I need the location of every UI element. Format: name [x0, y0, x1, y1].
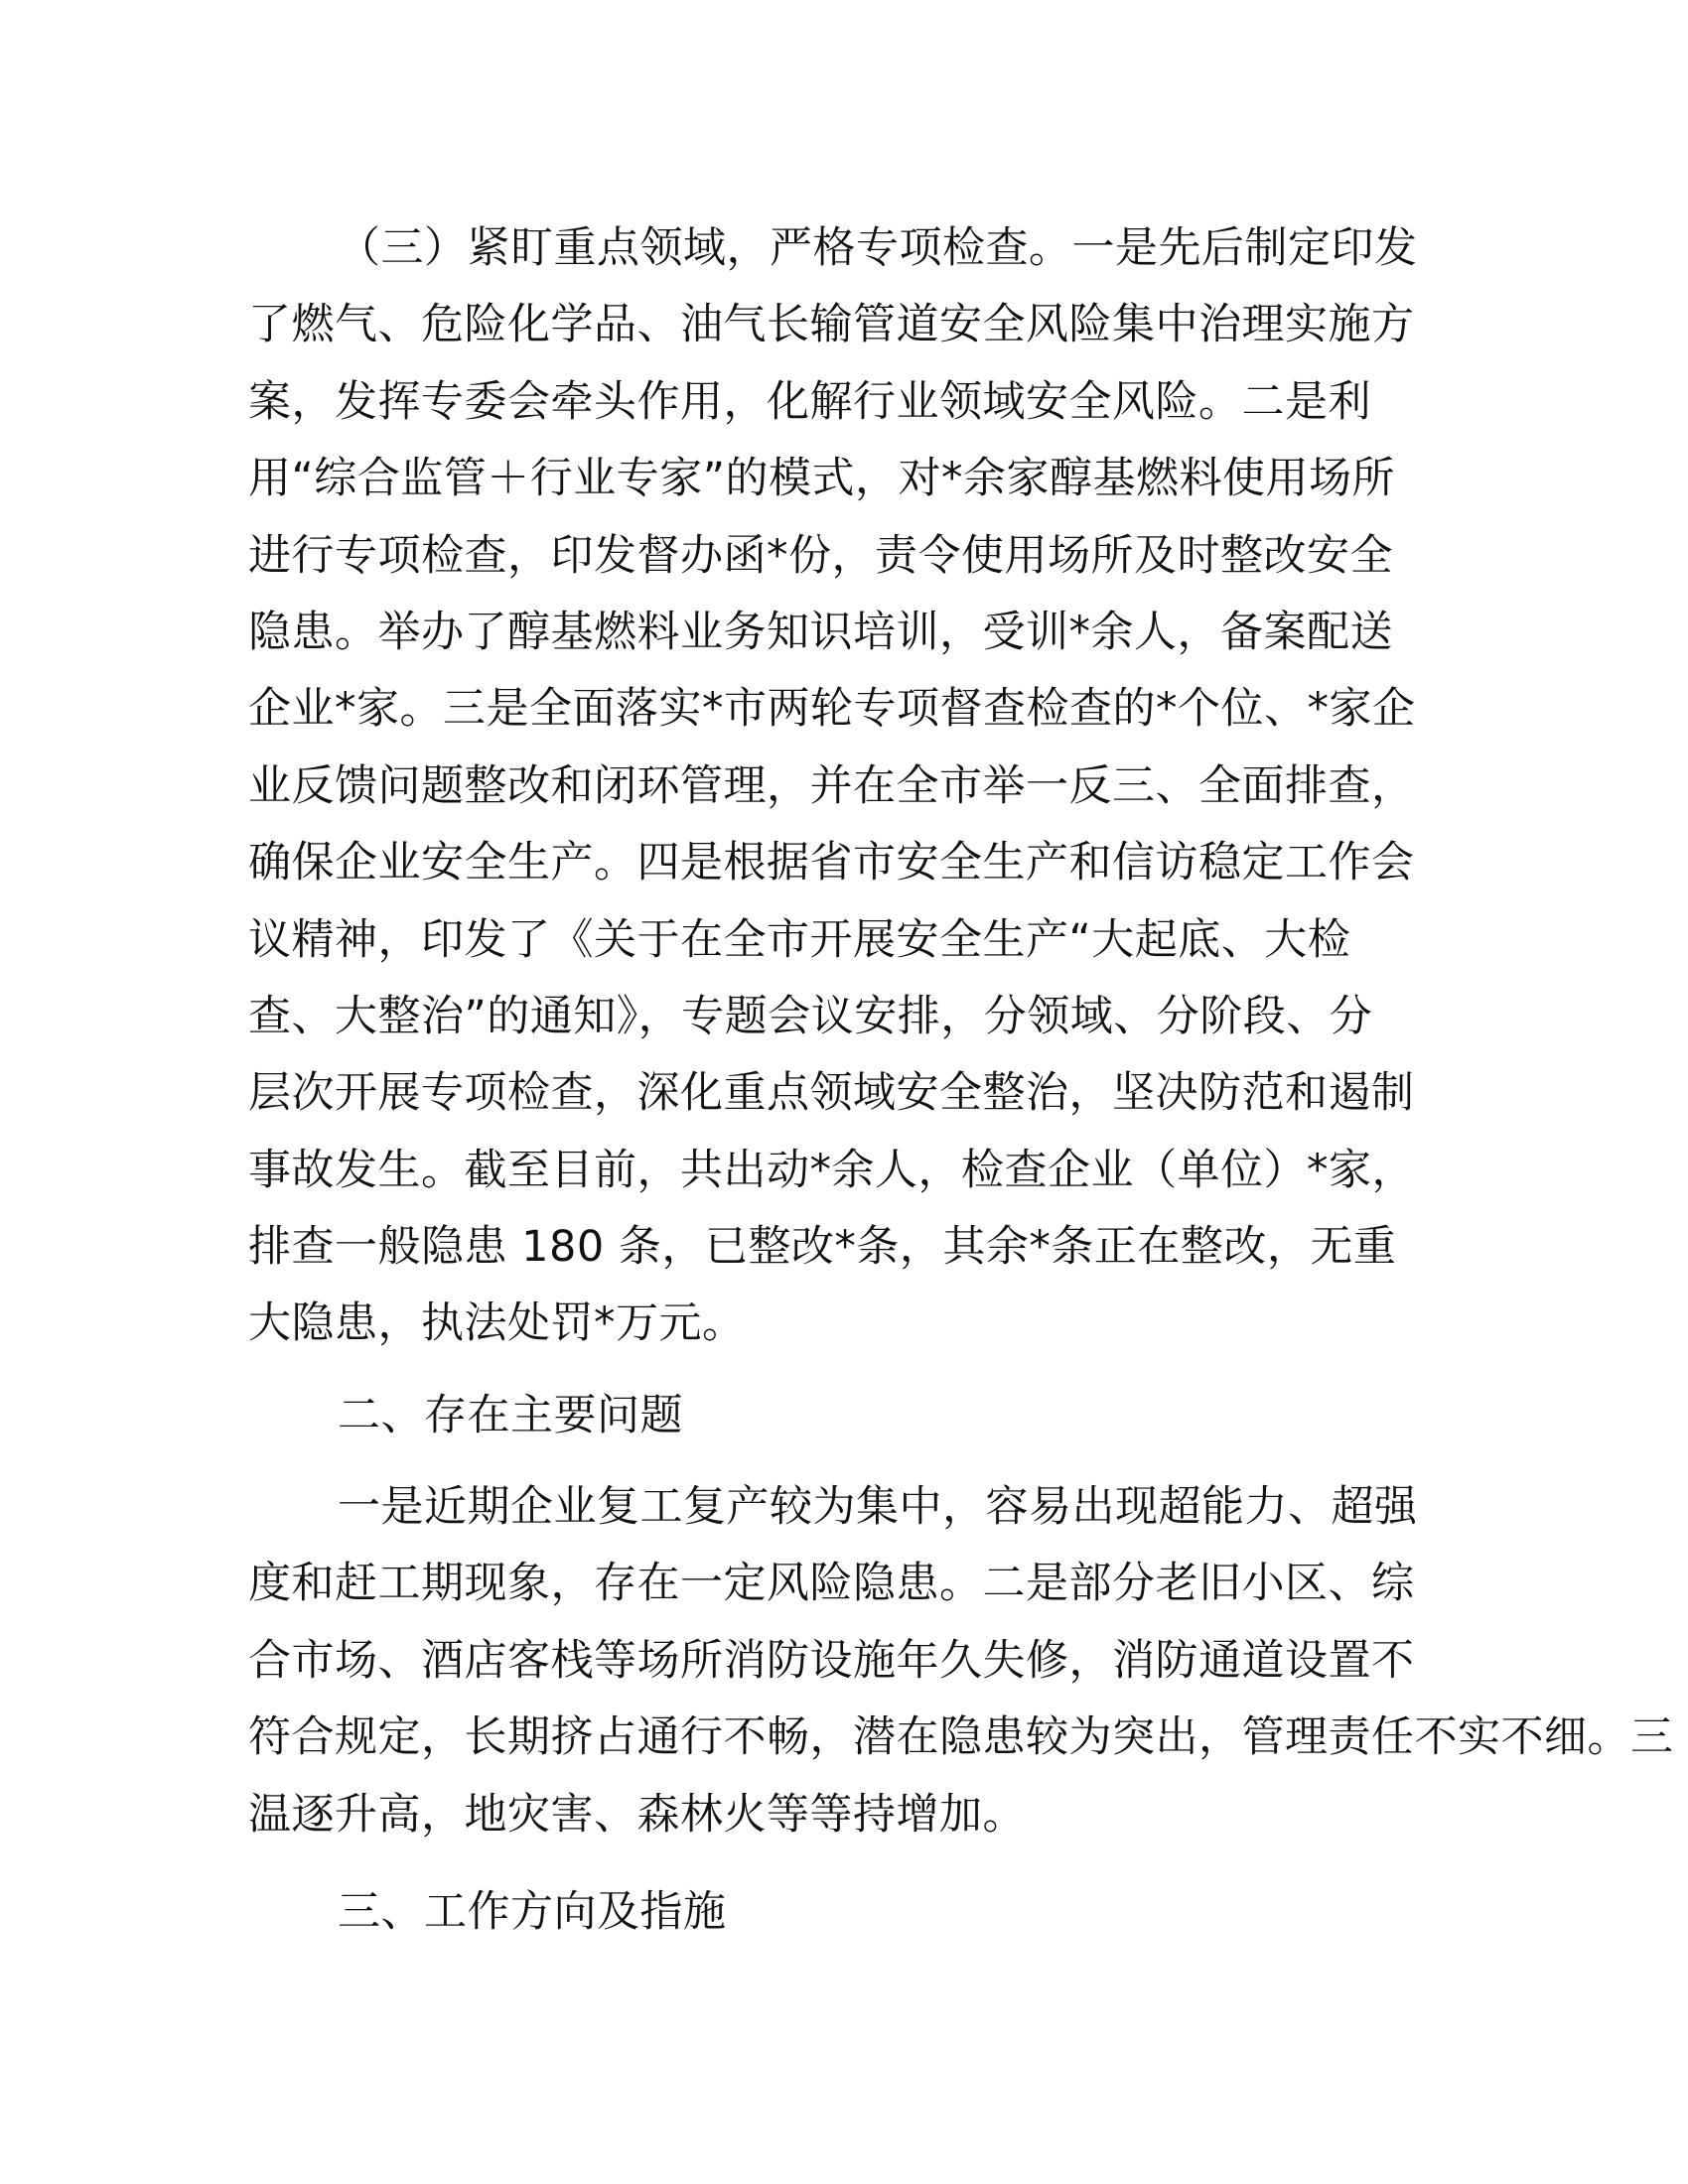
problems-paragraph — [248, 1469, 1674, 1853]
paragraph-line: 企业*家。三是全面落实*市两轮专项督查检查的*个位、*家企 — [248, 684, 1416, 735]
paragraph-line: 隐患。举办了醇基燃料业务知识培训，受训*余人，备案配送 — [248, 607, 1393, 657]
paragraph-line: 合市场、酒店客栈等场所消防设施年久失修，消防通道设置不 — [248, 1635, 1415, 1686]
paragraph-line: 事故发生。截至目前，共出动*余人，检查企业（单位）*家， — [248, 1145, 1415, 1195]
paragraph-line: 了燃气、危险化学品、油气长输管道安全风险集中治理实施方 — [248, 300, 1415, 350]
paragraph-line: 排查一般隐患 180 条，已整改*条，其余*条正在整改，无重 — [248, 1222, 1397, 1273]
paragraph-line: （三）紧盯重点领域，严格专项检查。一是先后制定印发 — [338, 223, 1418, 273]
paragraph-line: 大隐患，执法处罚*万元。 — [248, 1298, 746, 1349]
paragraph-line: 业反馈问题整改和闭环管理，并在全市举一反三、全面排查， — [248, 760, 1415, 811]
section-three-paragraph — [248, 210, 1418, 1363]
paragraph-line: 层次开展专项检查，深化重点领域安全整治，坚决防范和遏制 — [248, 1068, 1415, 1119]
paragraph-line: 符合规定，长期挤占通行不畅，潜在隐患较为突出，管理责任不实不细。三 — [248, 1712, 1674, 1763]
heading-text: 二、存在主要问题 — [338, 1391, 683, 1440]
paragraph-line: 温逐升高，地灾害、森林火等等持增加。 — [248, 1789, 1026, 1840]
paragraph-line: 确保企业安全生产。四是根据省市安全生产和信访稳定工作会 — [248, 838, 1415, 888]
paragraph-line: 查、大整治”的通知》，专题会议安排，分领域、分阶段、分 — [248, 991, 1373, 1041]
paragraph-line: 进行专项检查，印发督办函*份，责令使用场所及时整改安全 — [248, 530, 1393, 581]
paragraph-line: 用“综合监管＋行业专家”的模式，对*余家醇基燃料使用场所 — [248, 454, 1396, 504]
section-heading-directions — [248, 1874, 727, 1951]
paragraph-line: 议精神，印发了《关于在全市开展安全生产“大起底、大检 — [248, 914, 1351, 965]
paragraph-line: 一是近期企业复工复产较为集中，容易出现超能力、超强 — [338, 1482, 1418, 1532]
heading-text: 三、工作方向及指施 — [338, 1887, 727, 1937]
paragraph-line: 案，发挥专委会牵头作用，化解行业领域安全风险。二是利 — [248, 376, 1371, 427]
paragraph-line: 度和赶工期现象，存在一定风险隐患。二是部分老旧小区、综 — [248, 1559, 1415, 1609]
section-heading-problems — [248, 1378, 683, 1454]
